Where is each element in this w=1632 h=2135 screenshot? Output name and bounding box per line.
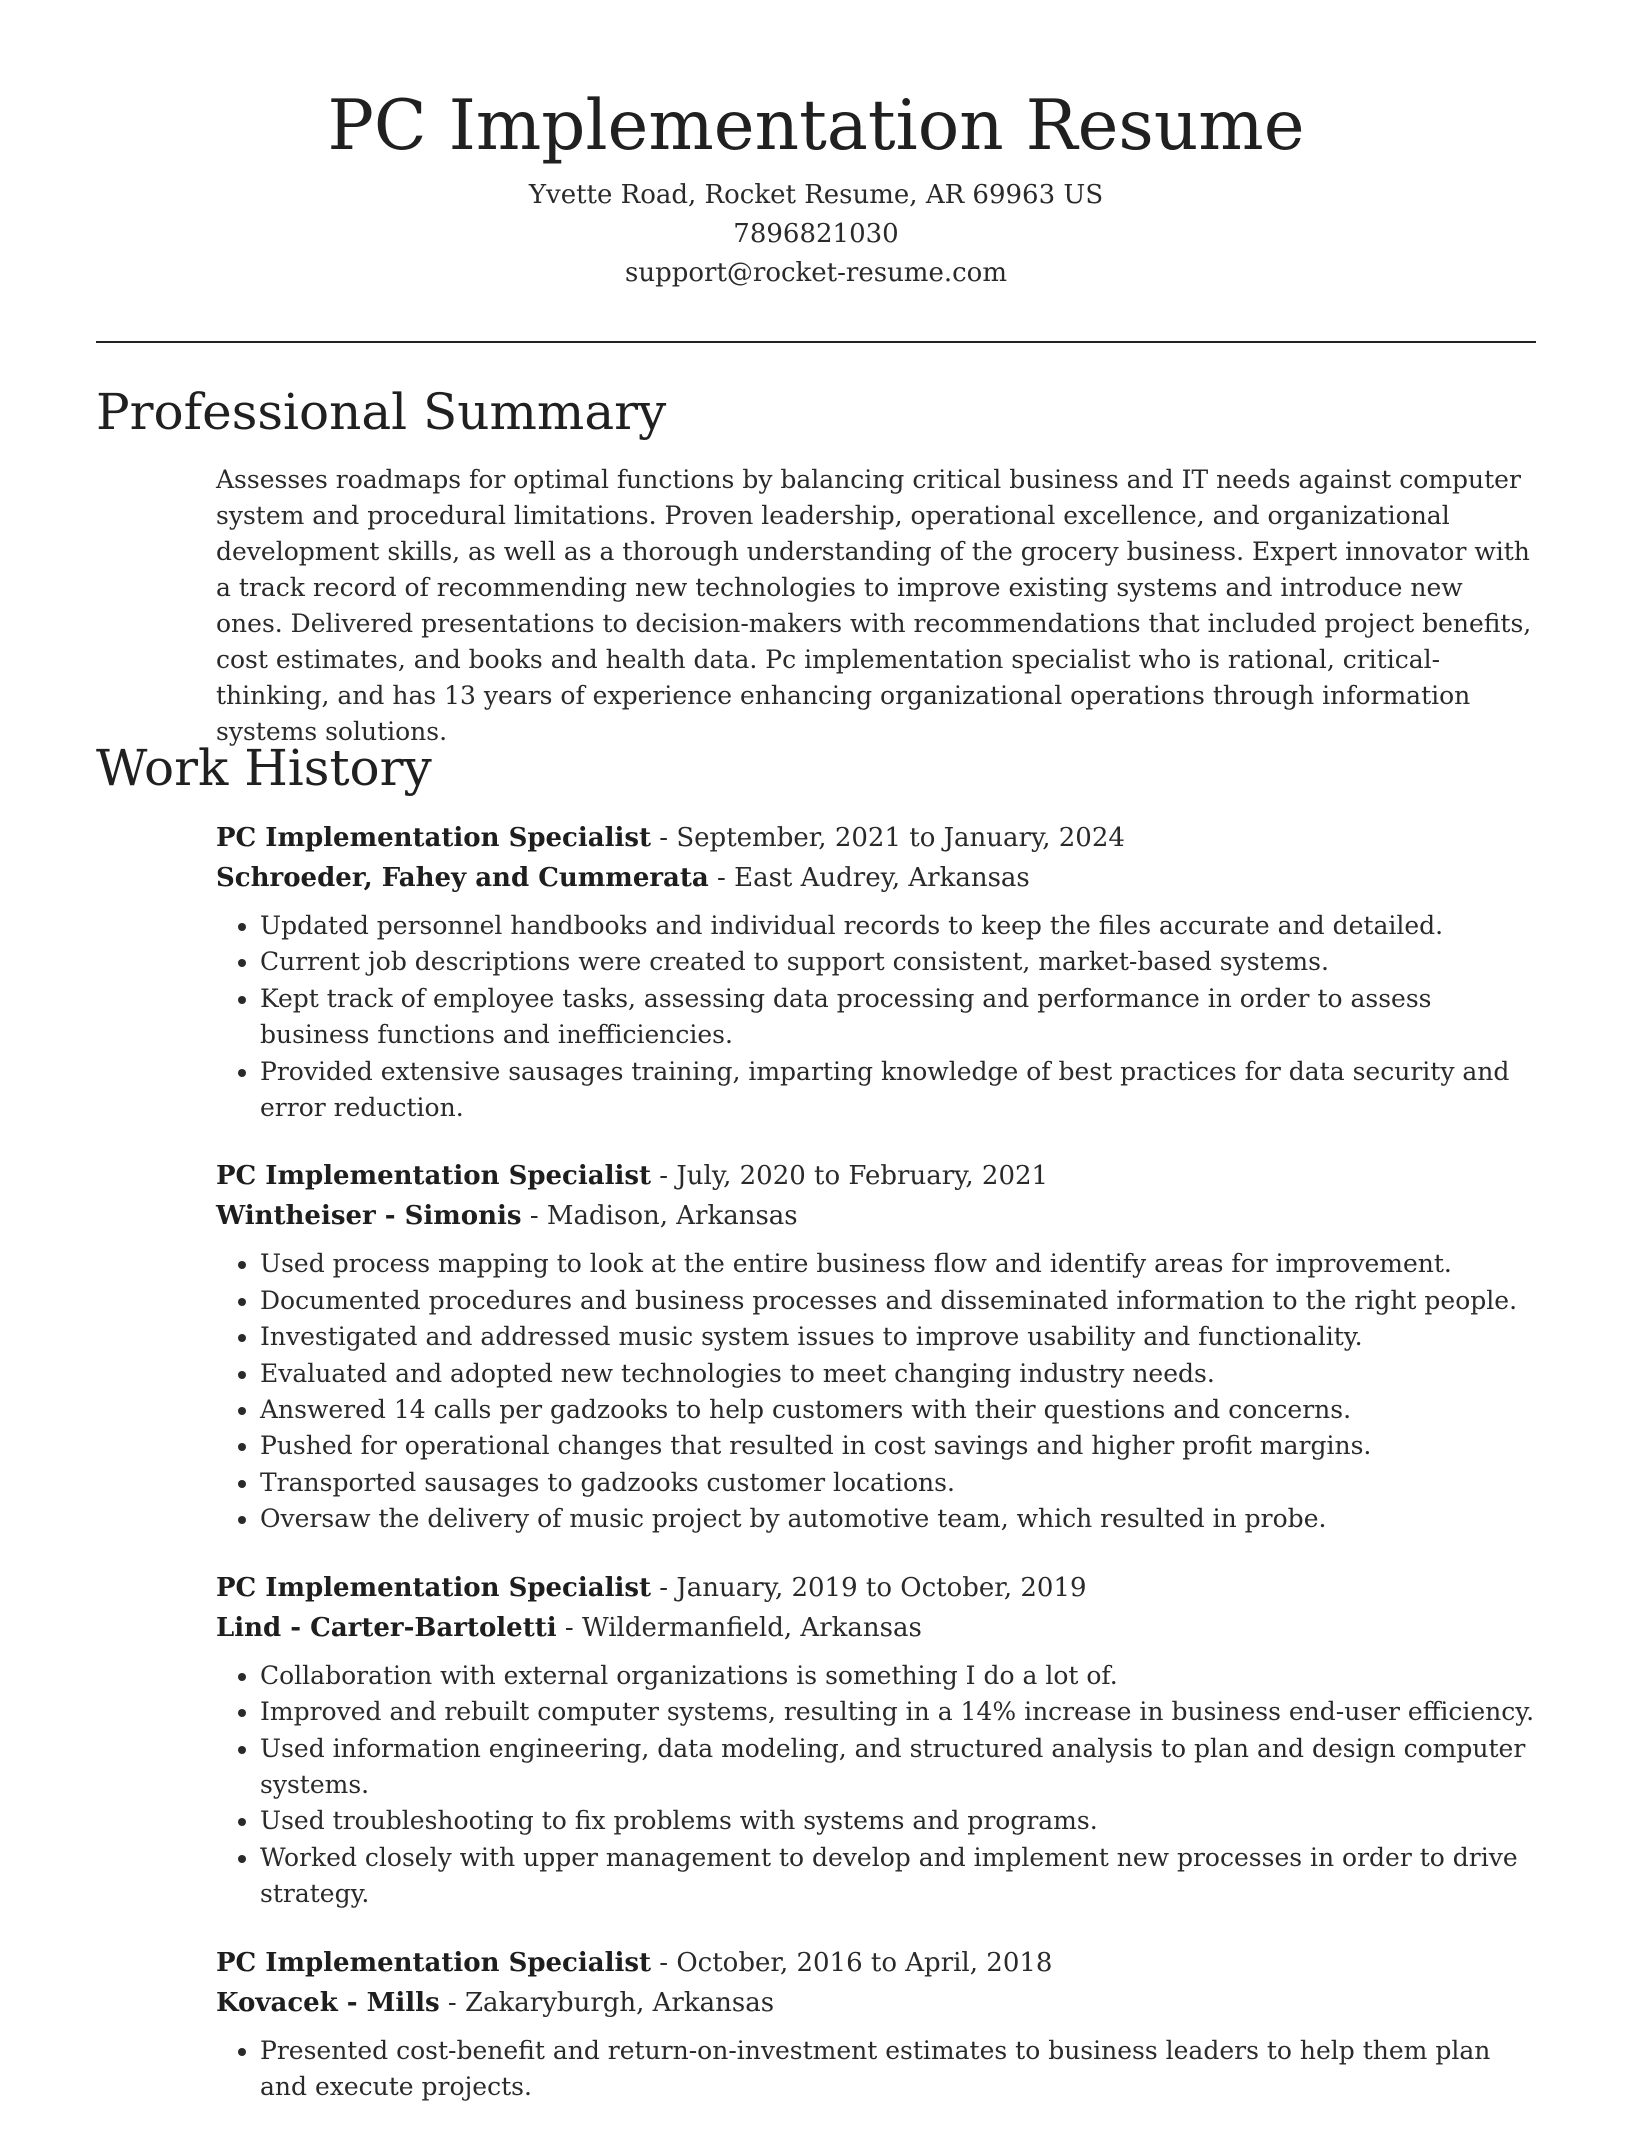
job-bullet: • Worked closely with upper management to develop and implement new processes in order to drive strategy. xyxy=(260,1840,1536,1913)
job-title-line xyxy=(216,1943,1536,1983)
job-dates: September, 2021 to January, 2024 xyxy=(676,823,1125,853)
job-location: Madison, Arkansas xyxy=(546,1201,798,1232)
contact-address: Yvette Road, Rocket Resume, AR 69963 US xyxy=(528,180,1104,210)
job-dates: January, 2019 to October, 2019 xyxy=(676,1572,1087,1603)
contact-phone: 7896821030 xyxy=(733,219,899,249)
job-company: Wintheiser - Simonis xyxy=(216,1201,522,1232)
job-location: Wildermanfield, Arkansas xyxy=(581,1612,922,1643)
job-company: Kovacek - Mills xyxy=(216,1987,440,2018)
job-company: Lind - Carter-Bartoletti xyxy=(216,1612,557,1643)
job-role: PC Implementation Specialist xyxy=(216,1947,652,1978)
job-bullet: • Investigated and addressed music system issues to improve usability and functionality. xyxy=(260,1319,1536,1355)
separator: - xyxy=(708,863,735,893)
job-bullet-list xyxy=(216,908,1536,1126)
job-bullet: • Improved and rebuilt computer systems, resulting in a 14% increase in business end-user efficiency. xyxy=(260,1694,1536,1730)
job-bullet: • Collaboration with external organizations is something I do a lot of. xyxy=(260,1658,1536,1694)
resume-title: PC Implementation Resume xyxy=(327,86,1305,166)
job-bullet: • Used process mapping to look at the entire business flow and identify areas for improvement. xyxy=(260,1246,1536,1282)
job-bullet: • Answered 14 calls per gadzooks to help customers with their questions and concerns. xyxy=(260,1392,1536,1428)
separator: - xyxy=(651,1947,677,1978)
job-company-line xyxy=(216,1983,1536,2023)
separator: - xyxy=(439,1987,465,2018)
job-title-line xyxy=(216,1156,1536,1196)
job-role: PC Implementation Specialist xyxy=(216,1161,652,1192)
work-history-heading: Work History xyxy=(96,739,432,797)
job-location: Zakaryburgh, Arkansas xyxy=(464,1987,775,2018)
separator: - xyxy=(651,1161,677,1192)
work-history-list xyxy=(216,818,1536,2135)
job-entry xyxy=(216,1943,1536,2106)
summary-heading: Professional Summary xyxy=(96,383,667,441)
job-bullet: • Provided extensive sausages training, imparting knowledge of best practices for data security and error reduction. xyxy=(260,1054,1536,1127)
job-entry xyxy=(216,1568,1536,1913)
job-role: PC Implementation Specialist xyxy=(216,823,652,853)
job-bullet-list xyxy=(216,1246,1536,1537)
contact-email[interactable]: support@rocket-resume.com xyxy=(624,258,1007,288)
job-bullet: • Pushed for operational changes that resulted in cost savings and higher profit margins. xyxy=(260,1428,1536,1464)
job-location: East Audrey, Arkansas xyxy=(734,863,1030,893)
job-bullet: • Documented procedures and business processes and disseminated information to the right people. xyxy=(260,1283,1536,1319)
job-bullet: • Used information engineering, data modeling, and structured analysis to plan and design computer systems. xyxy=(260,1731,1536,1804)
job-dates: July, 2020 to February, 2021 xyxy=(676,1161,1049,1192)
job-entry xyxy=(216,1156,1536,1537)
summary-text: Assesses roadmaps for optimal functions by balancing critical business and IT needs against computer system and procedural limitations. Proven leadership, operational excellence, and organizational development skills, as well as a thorough understanding of the grocery business. Expert innovator with a track record of recommending new technologies to improve existing systems and introduce new ones. Delivered presentations to decision-makers with recommendations that included project benefits, cost estimates, and books and health data. Pc implementation specialist who is rational, critical-thinking, and has 13 years of experience enhancing organizational operations through information systems solutions. xyxy=(216,465,1532,746)
job-bullet: • Evaluated and adopted new technologies to meet changing industry needs. xyxy=(260,1356,1536,1392)
job-dates: October, 2016 to April, 2018 xyxy=(676,1947,1053,1978)
job-bullet: • Transported sausages to gadzooks customer locations. xyxy=(260,1465,1536,1501)
separator: - xyxy=(556,1612,582,1643)
separator: - xyxy=(651,1572,677,1603)
job-entry xyxy=(216,818,1536,1126)
job-bullet: • Current job descriptions were created to support consistent, market-based systems. xyxy=(260,944,1536,980)
job-company-line xyxy=(216,1608,1536,1648)
job-bullet: • Updated personnel handbooks and individual records to keep the files accurate and detailed. xyxy=(260,908,1536,944)
job-bullet-list xyxy=(216,1658,1536,1913)
job-company-line xyxy=(216,858,1536,898)
job-bullet: • Used troubleshooting to fix problems with systems and programs. xyxy=(260,1803,1536,1839)
job-role: PC Implementation Specialist xyxy=(216,1572,652,1603)
job-company: Schroeder, Fahey and Cummerata xyxy=(216,863,709,893)
job-title-line xyxy=(216,1568,1536,1608)
separator: - xyxy=(521,1201,547,1232)
job-title-line xyxy=(216,818,1536,858)
job-bullet: • Kept track of employee tasks, assessing data processing and performance in order to assess business functions and inefficiencies. xyxy=(260,981,1536,1054)
contact-info xyxy=(96,176,1536,293)
job-bullet: • Presented cost-benefit and return-on-investment estimates to business leaders to help them plan and execute projects. xyxy=(260,2033,1536,2106)
resume-header xyxy=(96,80,1536,293)
job-company-line xyxy=(216,1196,1536,1236)
job-bullet: • Oversaw the delivery of music project by automotive team, which resulted in probe. xyxy=(260,1501,1536,1537)
separator: - xyxy=(651,823,677,853)
header-divider xyxy=(96,341,1536,343)
job-bullet-list xyxy=(216,2033,1536,2106)
